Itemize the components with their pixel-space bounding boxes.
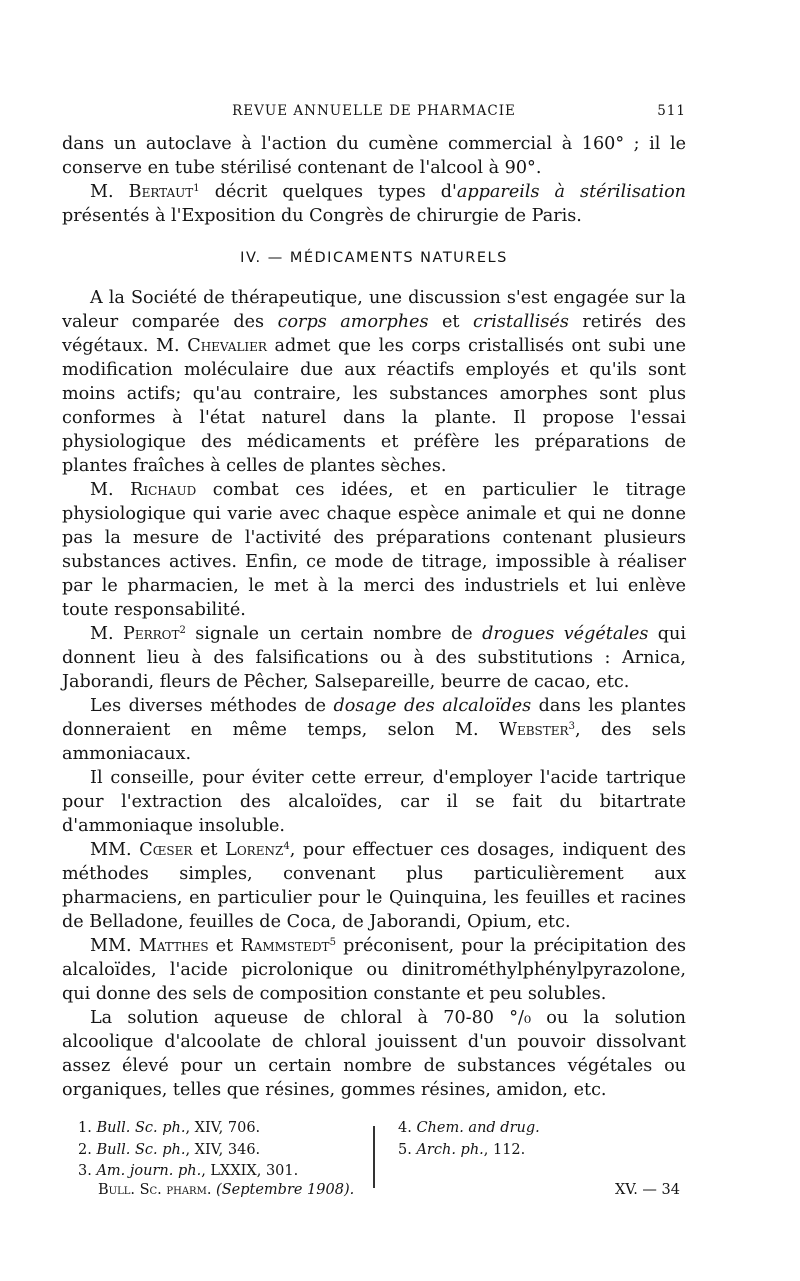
paragraph-perrot: M. Perrot$^2$ signale un certain nombre de drogues végétales qui donnent lieu à des falsifications ou à des substitutions : Arnica, Jaborandi, fleurs de Pêcher, Salsepareille, beurre de cacao, etc. (62, 624, 686, 692)
footnotes-left (78, 1118, 368, 1183)
author-name: Chevalier (187, 336, 267, 356)
footnote-ref: 2 (179, 625, 186, 636)
footnote: 3. Am. journ. ph., LXXIX, 301. (78, 1163, 299, 1179)
paragraph-continuation: dans un autoclave à l'action du cumène commercial à 160° ; il le conserve en tube stérilisé contenant de l'alcool à 90°. (62, 134, 686, 178)
footnote: 1. Bull. Sc. ph., XIV, 706. (78, 1120, 261, 1136)
footnote: 2. Bull. Sc. ph., XIV, 346. (78, 1141, 261, 1158)
running-title: REVUE ANNUELLE DE PHARMACIE (232, 103, 516, 119)
author-name: Webster (498, 720, 569, 740)
author-name: Lorenz (225, 840, 284, 860)
paragraph-societe: A la Société de thérapeutique, une discussion s'est engagée sur la valeur comparée des corps amorphes et cristallisés retirés des végétaux. M. Chevalier admet que les corps cristallisés ont subi une modification moléculaire due aux réactifs employés et qu'ils sont moins actifs; qu'au contraire, les substances amorphes sont plus conformes à l'état naturel dans la plante. Il propose l'essai physiologique des médicaments et préfère les préparations de plantes fraîches à celles de plantes sèches. (62, 288, 686, 476)
footer-date: (Septembre 1908). (216, 1182, 355, 1198)
footnote-divider (373, 1126, 375, 1188)
author-name: Bertaut (128, 182, 194, 202)
page-number: 511 (657, 103, 686, 119)
footnote: 5. Arch. ph., 112. (398, 1141, 526, 1158)
paragraph-dosage: Les diverses méthodes de dosage des alcaloïdes dans les plantes donneraient en même temps, selon M. Webster$^3$, des sels ammoniacaux. (62, 696, 687, 764)
paragraph-bertaut: M. Bertaut$^1$ décrit quelques types d'appareils à stérilisation présentés à l'Exposition du Congrès de chirurgie de Paris. (62, 182, 686, 226)
footnotes-right (398, 1118, 678, 1161)
paragraph-coeser: MM. Cœser et Lorenz$^4$, pour effectuer ces dosages, indiquent des méthodes simples, convenant plus particulièrement aux pharmaciens, en particulier pour le Quinquina, les feuilles et racines de Belladone, feuilles de Coca, de Jaborandi, Opium, etc. (62, 840, 687, 932)
footnote-ref: 4 (283, 841, 290, 852)
page-footer (98, 1182, 680, 1198)
body-text (62, 132, 686, 1102)
author-name: Cœser (139, 840, 193, 860)
footnote-ref: 5 (329, 937, 336, 948)
author-name: Rammstedt (240, 936, 330, 956)
footnote-ref: 1 (193, 183, 200, 194)
paragraph-richaud: M. Richaud combat ces idées, et en particulier le titrage physiologique qui varie avec chaque espèce animale et qui ne donne pas la mesure de l'activité des préparations contenant plusieurs substances actives. Enfin, ce mode de titrage, impossible à réaliser par le pharmacien, le met à la merci des industriels et lui enlève toute responsabilité. (62, 480, 686, 620)
paragraph-conseil: Il conseille, pour éviter cette erreur, d'employer l'acide tartrique pour l'extraction des alcaloïdes, car il se fait du bitartrate d'ammoniaque insoluble. (62, 768, 686, 836)
paragraph-chloral: La solution aqueuse de chloral à 70-80 °/₀ ou la solution alcoolique d'alcoolate de chloral jouissent d'un pouvoir dissolvant assez élevé pour un certain nombre de substances végétales ou organiques, telles que résines, gommes résines, amidon, etc. (62, 1008, 686, 1100)
author-name: Richaud (130, 480, 197, 500)
paragraph-matthes: MM. Matthes et Rammstedt$^5$ préconisent, pour la précipitation des alcaloïdes, l'acide picrolonique ou dinitrométhylphénylpyrazolone, qui donne des sels de composition constante et peu solubles. (62, 936, 687, 1004)
footer-signature: XV. — 34 (614, 1182, 680, 1198)
author-name: Perrot (122, 624, 180, 644)
footnote: 4. Chem. and drug. (398, 1120, 540, 1136)
running-head (62, 103, 686, 123)
author-name: Matthes (138, 936, 209, 956)
footer-journal: Bull. Sc. pharm. (98, 1182, 212, 1198)
section-title: IV. — MÉDICAMENTS NATURELS (240, 250, 508, 266)
footnote-ref: 3 (568, 721, 575, 732)
